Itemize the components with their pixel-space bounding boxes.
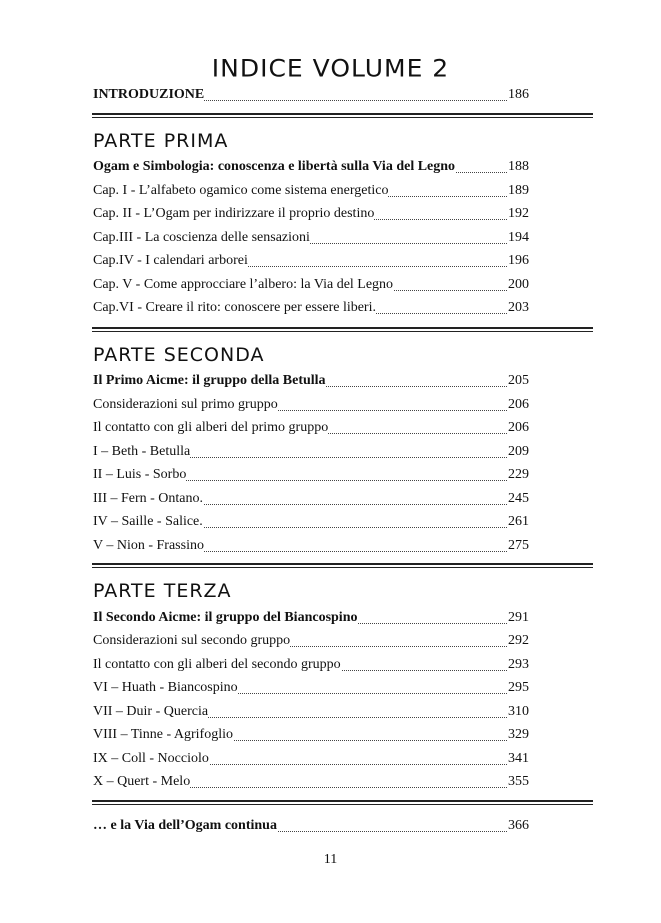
toc-entry-label: Cap.III - La coscienza delle sensazioni bbox=[93, 230, 310, 245]
toc-entry[interactable] bbox=[93, 773, 529, 791]
toc-entry[interactable] bbox=[93, 609, 529, 627]
toc-entry-page: 203 bbox=[508, 300, 529, 315]
section-divider bbox=[92, 113, 593, 115]
toc-entry-page: 200 bbox=[508, 277, 529, 292]
toc-entry-label: IX – Coll - Nocciolo bbox=[93, 751, 209, 766]
toc-entry-page: 229 bbox=[508, 467, 529, 482]
toc-entry[interactable] bbox=[93, 443, 529, 461]
toc-entry-label: Il Secondo Aicme: il gruppo del Biancospino bbox=[93, 610, 358, 625]
toc-entry-page: 245 bbox=[508, 491, 529, 506]
toc-entry-label: … e la Via dell’Ogam continua bbox=[93, 818, 277, 833]
toc-entry-page: 366 bbox=[508, 818, 529, 833]
toc-entry-page: 295 bbox=[508, 680, 529, 695]
toc-entry[interactable] bbox=[93, 679, 529, 697]
toc-entry[interactable] bbox=[93, 750, 529, 768]
toc-entry[interactable] bbox=[93, 276, 529, 294]
toc-entry-page: 192 bbox=[508, 206, 529, 221]
part-heading-terza: PARTE TERZA bbox=[93, 580, 232, 602]
toc-entry[interactable] bbox=[93, 205, 529, 223]
toc-entry[interactable] bbox=[93, 466, 529, 484]
section-divider bbox=[92, 563, 593, 565]
toc-entry-label: IV – Saille - Salice. bbox=[93, 514, 203, 529]
toc-entry-label: INTRODUZIONE bbox=[93, 87, 205, 102]
toc-entry-label: VI – Huath - Biancospino bbox=[93, 680, 238, 695]
toc-entry[interactable] bbox=[93, 490, 529, 508]
toc-entry[interactable] bbox=[93, 396, 529, 414]
toc-entry[interactable] bbox=[93, 703, 529, 721]
toc-entry[interactable] bbox=[93, 537, 529, 555]
page-title: INDICE VOLUME 2 bbox=[211, 54, 450, 83]
toc-entry-page: 194 bbox=[508, 230, 529, 245]
section-divider bbox=[92, 327, 593, 329]
toc-entry-label: Cap. V - Come approcciare l’albero: la Via del Legno bbox=[93, 277, 394, 292]
toc-entry[interactable] bbox=[93, 372, 529, 390]
toc-entry-page: 206 bbox=[508, 420, 529, 435]
toc-entry[interactable] bbox=[93, 158, 529, 176]
toc-entry-page: 189 bbox=[508, 183, 529, 198]
part-heading-prima: PARTE PRIMA bbox=[93, 130, 229, 152]
toc-entry-page: 205 bbox=[508, 373, 529, 388]
part-heading-seconda: PARTE SECONDA bbox=[93, 344, 265, 366]
toc-entry-page: 355 bbox=[508, 774, 529, 789]
page-number: 11 bbox=[323, 852, 338, 867]
toc-entry-label: III – Fern - Ontano. bbox=[93, 491, 204, 506]
section-divider bbox=[92, 800, 593, 802]
toc-entry[interactable] bbox=[93, 513, 529, 531]
toc-entry-label: Il contatto con gli alberi del primo gruppo bbox=[93, 420, 329, 435]
toc-entry-page: 261 bbox=[508, 514, 529, 529]
toc-entry-label: Cap.IV - I calendari arborei bbox=[93, 253, 248, 268]
toc-entry-page: 341 bbox=[508, 751, 529, 766]
toc-entry-label: Considerazioni sul secondo gruppo bbox=[93, 633, 291, 648]
toc-entry-page: 329 bbox=[508, 727, 529, 742]
toc-entry-page: 206 bbox=[508, 397, 529, 412]
toc-entry-closing[interactable] bbox=[93, 817, 529, 835]
toc-entry-label: VIII – Tinne - Agrifoglio bbox=[93, 727, 233, 742]
toc-entry-label: Cap.VI - Creare il rito: conoscere per essere liberi. bbox=[93, 300, 376, 315]
toc-entry-label: X – Quert - Melo bbox=[93, 774, 191, 789]
toc-entry-label: II – Luis - Sorbo bbox=[93, 467, 187, 482]
toc-entry-page: 196 bbox=[508, 253, 529, 268]
toc-entry-label: Cap. II - L’Ogam per indirizzare il proprio destino bbox=[93, 206, 375, 221]
toc-entry-page: 293 bbox=[508, 657, 529, 672]
toc-entry[interactable] bbox=[93, 182, 529, 200]
toc-entry-page: 188 bbox=[508, 159, 529, 174]
toc-entry-label: Il Primo Aicme: il gruppo della Betulla bbox=[93, 373, 326, 388]
toc-entry-page: 275 bbox=[508, 538, 529, 553]
toc-entry-page: 310 bbox=[508, 704, 529, 719]
toc-entry-introduction[interactable] bbox=[93, 86, 529, 104]
toc-entry[interactable] bbox=[93, 229, 529, 247]
toc-entry-page: 292 bbox=[508, 633, 529, 648]
toc-entry-page: 291 bbox=[508, 610, 529, 625]
toc-entry[interactable] bbox=[93, 252, 529, 270]
toc-entry[interactable] bbox=[93, 726, 529, 744]
toc-entry[interactable] bbox=[93, 419, 529, 437]
toc-entry-page: 186 bbox=[508, 87, 529, 102]
toc-entry-label: Il contatto con gli alberi del secondo gruppo bbox=[93, 657, 341, 672]
toc-entry-page: 209 bbox=[508, 444, 529, 459]
toc-entry-label: VII – Duir - Quercia bbox=[93, 704, 209, 719]
toc-entry-label: Considerazioni sul primo gruppo bbox=[93, 397, 278, 412]
toc-entry[interactable] bbox=[93, 632, 529, 650]
toc-entry-label: I – Beth - Betulla bbox=[93, 444, 191, 459]
toc-entry-label: V – Nion - Frassino bbox=[93, 538, 204, 553]
toc-entry-label: Cap. I - L’alfabeto ogamico come sistema energetico bbox=[93, 183, 389, 198]
toc-entry[interactable] bbox=[93, 299, 529, 317]
toc-entry-label: Ogam e Simbologia: conoscenza e libertà sulla Via del Legno bbox=[93, 159, 456, 174]
toc-entry[interactable] bbox=[93, 656, 529, 674]
